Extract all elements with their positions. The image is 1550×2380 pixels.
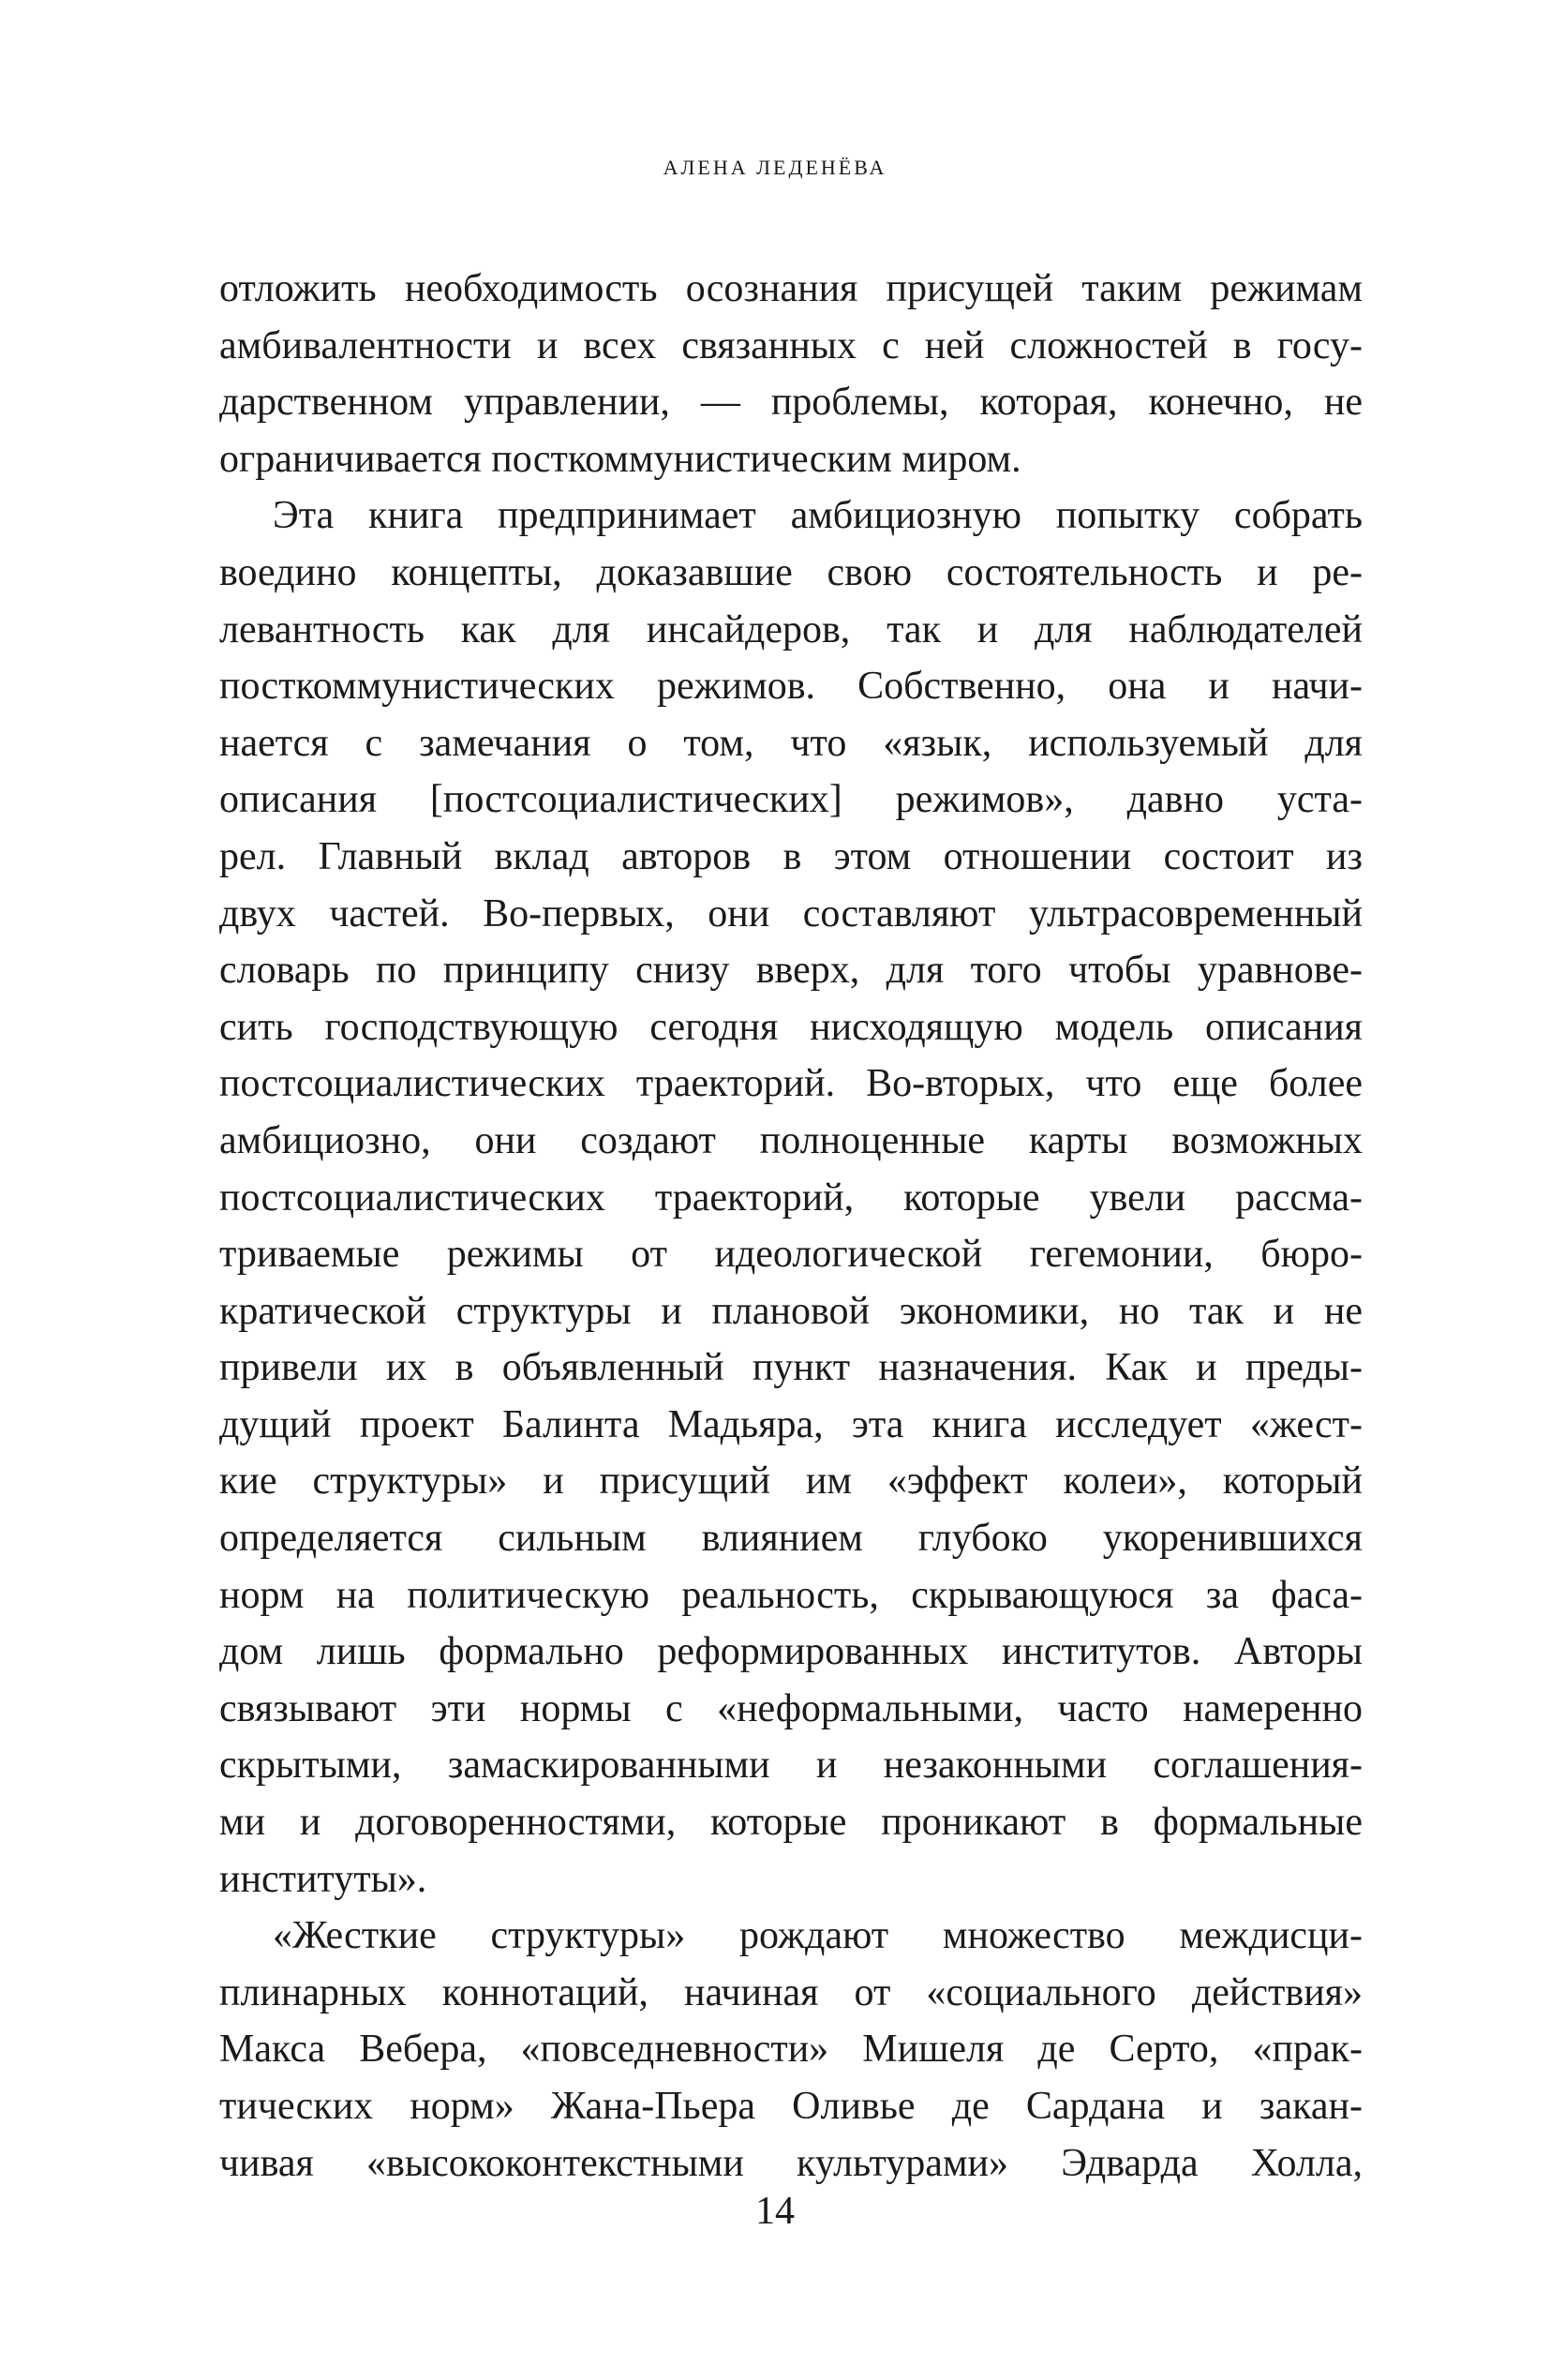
text-line: дарственном управлении, — проблемы, которая, конечно, не xyxy=(219,381,1363,425)
text-line: двух частей. Во-первых, они составляют ультрасовременный xyxy=(219,891,1363,936)
text-line: тических норм» Жана-Пьера Оливье де Сардана и закан- xyxy=(219,2085,1363,2128)
text-line: постсоциалистических траекторий. Во-вторых, что еще более xyxy=(219,1062,1363,1106)
text-line: нается с замечания о том, что «язык, используемый для xyxy=(219,721,1363,765)
text-line: амбивалентности и всех связанных с ней сложностей в госу- xyxy=(219,323,1363,367)
text-line: ми и договоренностями, которые проникают в формальные xyxy=(219,1801,1363,1845)
running-header: АЛЕНА ЛЕДЕНЁВА xyxy=(663,156,887,179)
text-line: Макса Вебера, «повседневности» Мишеля де Серто, «прак- xyxy=(219,2028,1363,2072)
text-line: связывают эти нормы с «неформальными, часто намеренно xyxy=(219,1686,1363,1730)
text-line: словарь по принципу снизу вверх, для того чтобы уравнове- xyxy=(219,949,1363,993)
text-line: кие структуры» и присущий им «эффект колеи», который xyxy=(219,1459,1363,1504)
body-text xyxy=(219,261,1363,2192)
text-line: левантность как для инсайдеров, так и для наблюдателей xyxy=(219,607,1363,651)
text-line: определяется сильным влиянием глубоко укоренившихся xyxy=(219,1517,1363,1561)
text-line: воедино концепты, доказавшие свою состоятельность и ре- xyxy=(219,550,1363,594)
text-line: описания [постсоциалистических] режимов», давно уста- xyxy=(219,778,1363,822)
text-line: сить господствующую сегодня нисходящую модель описания xyxy=(219,1005,1363,1049)
text-line: дом лишь формально реформированных институтов. Авторы xyxy=(219,1630,1363,1674)
text-line: чивая «высококонтекстными культурами» Эдварда Холла, xyxy=(219,2141,1363,2185)
text-line: скрытыми, замаскированными и незаконными соглашения- xyxy=(219,1744,1363,1788)
text-line: рел. Главный вклад авторов в этом отношении состоит из xyxy=(219,834,1363,878)
text-line: плинарных коннотаций, начиная от «социального действия» xyxy=(219,1970,1363,2014)
text-line: постсоциалистических траекторий, которые увели рассма- xyxy=(219,1175,1363,1220)
text-line: амбициозно, они создают полноценные карты возможных xyxy=(219,1118,1363,1162)
text-line: триваемые режимы от идеологической гегемонии, бюро- xyxy=(219,1233,1363,1277)
text-line: Эта книга предпринимает амбициозную попытку собрать xyxy=(273,494,1363,538)
text-line: отложить необходимость осознания присущей таким режимам xyxy=(219,267,1363,310)
text-line: «Жесткие структуры» рождают множество междисци- xyxy=(273,1914,1363,1958)
text-line: привели их в объявленный пункт назначения. Как и преды- xyxy=(219,1346,1363,1390)
text-line: кратической структуры и плановой экономики, но так и не xyxy=(219,1289,1363,1333)
text-line: норм на политическую реальность, скрывающуюся за фаса- xyxy=(219,1573,1363,1617)
text-line: ограничивается посткоммунистическим миром. xyxy=(219,437,1021,481)
page-number: 14 xyxy=(755,2190,795,2233)
text-line: посткоммунистических режимов. Собственно, она и начи- xyxy=(219,665,1363,709)
text-line: институты». xyxy=(219,1857,427,1901)
text-line: дущий проект Балинта Мадьяра, эта книга исследует «жест- xyxy=(219,1402,1363,1446)
